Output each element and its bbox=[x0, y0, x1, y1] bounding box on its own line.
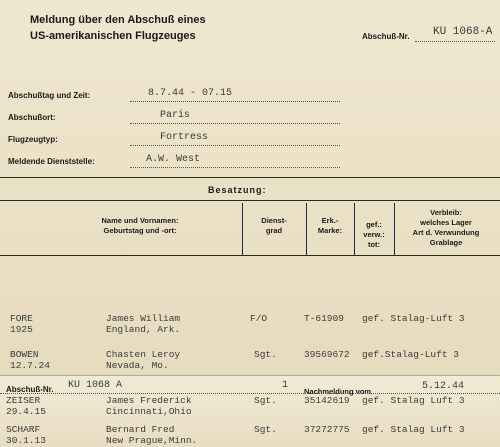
row4-surname: SCHARF bbox=[6, 424, 41, 435]
col-header-name: Name und Vornamen: Geburtstag und -ort: bbox=[101, 216, 179, 235]
row4-birth: 30.1.13 bbox=[6, 435, 46, 446]
row2-surname: BOWEN bbox=[10, 349, 39, 360]
field-value-datum: 8.7.44 - 07.15 bbox=[148, 88, 233, 99]
row2-verbleib: gef.Stalag-Luft 3 bbox=[362, 349, 459, 360]
title-line-2: US-amerikanischen Flugzeuges bbox=[30, 30, 196, 42]
slip-note: Nachmeldung vom bbox=[304, 387, 372, 396]
col-divider-4 bbox=[394, 203, 395, 255]
row2-place: Nevada, Mo. bbox=[106, 360, 169, 371]
row4-marke: 37272775 bbox=[304, 424, 350, 435]
row2-first: Chasten Leroy bbox=[106, 349, 181, 360]
abschuss-nr-value: KU 1068-A bbox=[433, 26, 493, 38]
col-divider-3 bbox=[354, 203, 355, 255]
field-line-typ bbox=[130, 145, 340, 146]
abschuss-nr-underline bbox=[415, 41, 495, 42]
row3-grad: Sgt. bbox=[254, 395, 277, 406]
field-line-dienststelle bbox=[130, 167, 340, 168]
row3-place: Cincinnati,Ohio bbox=[106, 406, 192, 417]
slip-page: 1 bbox=[282, 380, 289, 391]
field-label-datum: Abschußtag und Zeit: bbox=[8, 91, 91, 100]
abschuss-nr-label: Abschuß-Nr. bbox=[362, 32, 410, 41]
col-header-marke: Erk.- Marke: bbox=[317, 216, 343, 235]
field-value-ort: Paris bbox=[160, 110, 191, 121]
col-header-status: gef.: verw.: tot: bbox=[363, 220, 385, 249]
field-line-ort bbox=[130, 123, 340, 124]
col-divider-1 bbox=[242, 203, 243, 255]
title-line-1: Meldung über den Abschuß eines bbox=[30, 14, 206, 26]
field-label-ort: Abschußort: bbox=[8, 113, 56, 122]
nachmeldung-slip bbox=[0, 375, 500, 447]
row1-marke: T-61909 bbox=[304, 313, 344, 324]
row3-verbleib: gef. Stalag Luft 3 bbox=[362, 395, 465, 406]
row2-grad: Sgt. bbox=[254, 349, 277, 360]
row3-surname: ZEISER bbox=[6, 395, 41, 406]
row3-birth: 29.4.15 bbox=[6, 406, 46, 417]
col-header-verbleib: Verbleib: welches Lager Art d. Verwundung Grablage bbox=[412, 208, 480, 247]
row1-surname: FORE bbox=[10, 313, 33, 324]
row1-birth: 1925 bbox=[10, 324, 33, 335]
slip-rule bbox=[0, 393, 500, 394]
col-header-grad: Dienst- grad bbox=[261, 216, 287, 235]
row1-grad: F/O bbox=[250, 313, 268, 324]
row3-first: James Frederick bbox=[106, 395, 192, 406]
slip-number: KU 1068 A bbox=[68, 380, 123, 391]
slip-label: Abschuß-Nr. bbox=[6, 385, 54, 394]
row1-first: James William bbox=[106, 313, 181, 324]
besatzung-title: Besatzung: bbox=[208, 185, 267, 195]
row2-birth: 12.7.24 bbox=[10, 360, 50, 371]
row1-verbleib: gef. Stalag-Luft 3 bbox=[362, 313, 465, 324]
col-divider-2 bbox=[306, 203, 307, 255]
field-label-typ: Flugzeugtyp: bbox=[8, 135, 58, 144]
row2-marke: 39569672 bbox=[304, 349, 350, 360]
row4-grad: Sgt. bbox=[254, 424, 277, 435]
row3-marke: 35142619 bbox=[304, 395, 350, 406]
field-line-datum bbox=[130, 101, 340, 102]
rule-top bbox=[0, 177, 500, 178]
rule-header-bottom bbox=[0, 255, 500, 256]
field-value-typ: Fortress bbox=[160, 132, 209, 143]
row4-place: New Prague,Minn. bbox=[106, 435, 198, 446]
slip-date: 5.12.44 bbox=[422, 381, 465, 392]
field-value-dienststelle: A.W. West bbox=[146, 154, 201, 165]
row1-place: England, Ark. bbox=[106, 324, 181, 335]
row4-first: Bernard Fred bbox=[106, 424, 175, 435]
rule-besatzung bbox=[0, 200, 500, 201]
row4-verbleib: gef. Stalag Luft 3 bbox=[362, 424, 465, 435]
field-label-dienststelle: Meldende Dienststelle: bbox=[8, 157, 95, 166]
